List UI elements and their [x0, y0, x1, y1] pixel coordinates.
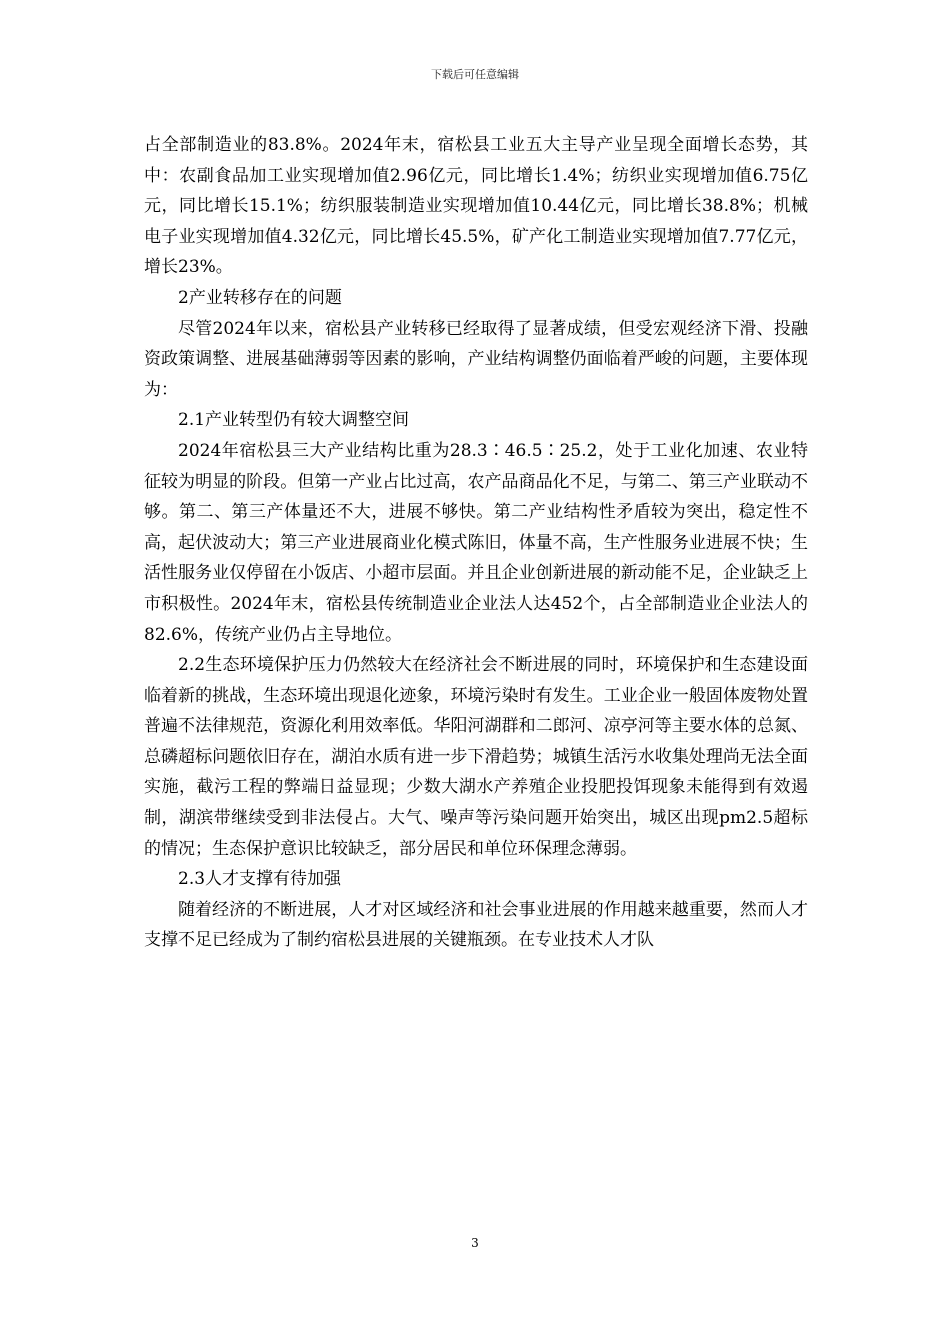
subsection-heading-2-3: 2.3人才支撑有待加强 — [178, 869, 342, 890]
paragraph-environment-pressure: 2.2生态环境保护压力仍然较大在经济社会不断进展的同时，环境保护和生态建设面临着新的挑战，生态环境出现退化迹象，环境污染时有发生。工业企业一般固体废物处置普遍不法律规范，资源化利用效率低。华阳河湖群和二郎河、凉亭河等主要水体的总氮、总磷超标问题依旧存在，湖泊水质有进一步下滑趋势；城镇生活污水收集处理尚无法全面实施，截污工程的弊端日益显现；少数大湖水产养殖企业投肥投饵现象未能得到有效遏制，湖滨带继续受到非法侵占。大气、噪声等污染问题开始突出，城区出现pm2.5超标的情况；生态保护意识比较缺乏，部分居民和单位环保理念薄弱。 — [144, 655, 808, 859]
paragraph-industry-structure: 2024年宿松县三大产业结构比重为28.3∶46.5∶25.2，处于工业化加速、农业特征较为明显的阶段。但第一产业占比过高，农产品商品化不足，与第二、第三产业联动不够。第二、第三产体量还不大，进展不够快。第二产业结构性矛盾较为突出，稳定性不高，起伏波动大；第三产业进展商业化模式陈旧，体量不高，生产性服务业进展不快；生活性服务业仅停留在小饭店、小超市层面。并且企业创新进展的新动能不足，企业缺乏上市积极性。2024年末，宿松县传统制造业企业法人达452个，占全部制造业企业法人的82.6%，传统产业仍占主导地位。 — [144, 440, 808, 645]
section-heading-2: 2产业转移存在的问题 — [178, 287, 342, 308]
paragraph-manufacturing-growth: 占全部制造业的83.8%。2024年末，宿松县工业五大主导产业呈现全面增长态势，其中：农副食品加工业实现增加值2.96亿元，同比增长1.4%；纺织业实现增加值6.75亿元，同比增长15.1%；纺织服装制造业实现增加值10.44亿元，同比增长38.8%；机械电子业实现增加值4.32亿元，同比增长45.5%，矿产化工制造业实现增加值7.77亿元，增长23%。 — [144, 135, 808, 278]
paragraph-problems-intro: 尽管2024年以来，宿松县产业转移已经取得了显著成绩，但受宏观经济下滑、投融资政策调整、进展基础薄弱等因素的影响，产业结构调整仍面临着严峻的问题，主要体现为： — [144, 318, 808, 400]
document-body — [144, 130, 808, 956]
page-number: 3 — [471, 1236, 479, 1250]
paragraph-talent-support: 随着经济的不断进展，人才对区域经济和社会事业进展的作用越来越重要，然而人才支撑不足已经成为了制约宿松县进展的关键瓶颈。在专业技术人才队 — [144, 899, 808, 951]
page-header: 下载后可任意编辑 — [431, 68, 519, 81]
subsection-heading-2-1: 2.1产业转型仍有较大调整空间 — [178, 410, 410, 431]
